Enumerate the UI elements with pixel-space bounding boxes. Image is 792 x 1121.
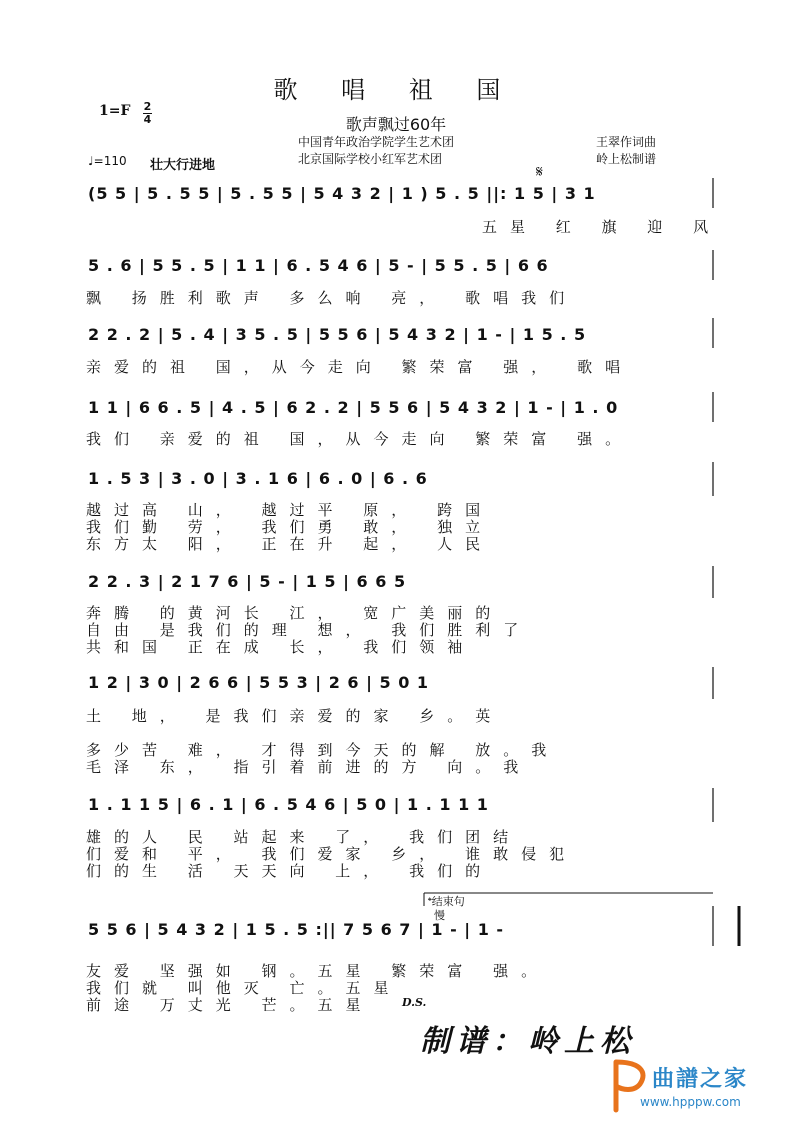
lyric-line-9b: 我们就 叫他灭 亡。五星 [86,979,402,997]
key-signature: 1=F [99,103,131,119]
slow-mark: 慢 [434,909,445,922]
lyric-line-4: 我们 亲爱的祖 国，从今走向 繁荣富 强。 [86,430,634,448]
arranger-credit: 制谱：岭上松 [420,1024,636,1059]
lyric-line-7c: 毛泽 东， 指引着前进的方 向。我 [86,758,532,776]
lyric-line-6a: 奔腾 的黄河长 江， 宽广美丽的 [86,604,504,622]
lyric-line-8c: 们的生 活 天天向 上， 我们的 [86,862,494,880]
unit-line: 北京国际学校小红军艺术团 [298,152,443,166]
page-title: 歌 唱 祖 国 [273,76,519,104]
author-line: 王翠作词曲 [596,135,657,149]
time-signature-bottom: 4 [143,113,152,126]
music-line-5: 1 . 5 3 | 3 . 0 | 3 . 1 6 | 6 . 0 | 6 . 6 [88,469,428,488]
lyric-line-7b: 多少苦 难， 才得到今天的解 放。我 [86,741,560,759]
lyric-line-9a: 友爱 坚强如 钢。五星 繁荣富 强。 [86,962,550,980]
ds-mark: D.S. [402,996,427,1009]
music-line-1: (5 5 | 5 . 5 5 | 5 . 5 5 | 5 4 3 2 | 1 ) 5 . 5 ||: 1 5 | 3 1 [88,184,596,203]
lyric-line-6b: 自由 是我们的理 想， 我们胜利了 [86,621,532,639]
author-line: 岭上松制谱 [596,152,657,166]
coda-icon: 𝄌 [428,895,432,908]
lyric-line-8b: 们爱和 平， 我们爱家 乡， 谁敢侵犯 [86,845,578,863]
segno-icon: 𝄋 [536,162,543,181]
lyric-line-1: 五星 红 旗 迎 风 [482,218,722,236]
logo-url[interactable]: www.hpppw.com [640,1095,741,1109]
logo-text: 曲譜之家 [652,1067,749,1092]
lyric-line-2: 飘 扬胜利歌声 多么响 亮， 歌唱我们 [86,289,578,307]
lyric-line-9c: 前途 万丈光 芒。五星 [86,996,374,1014]
unit-line: 中国青年政治学院学生艺术团 [298,135,455,149]
music-line-2: 5 . 6 | 5 5 . 5 | 1 1 | 6 . 5 4 6 | 5 - | 5 5 . 5 | 6 6 [88,256,549,275]
music-line-6: 2 2 . 3 | 2 1 7 6 | 5 - | 1 5 | 6 6 5 [88,572,407,591]
lyric-line-3: 亲爱的祖 国，从今走向 繁荣富 强， 歌唱 [86,358,634,376]
music-line-8: 1 . 1 1 5 | 6 . 1 | 6 . 5 4 6 | 5 0 | 1 . 1 1 1 [88,795,489,814]
lyric-line-5c: 东方太 阳， 正在升 起， 人民 [86,535,494,553]
music-line-4: 1 1 | 6 6 . 5 | 4 . 5 | 6 2 . 2 | 5 5 6 | 5 4 3 2 | 1 - | 1 . 0 [88,398,619,417]
music-line-9: 5 5 6 | 5 4 3 2 | 1 5 . 5 :|| 7 5 6 7 | 1 - | 1 - [88,920,505,939]
page-subtitle: 歌声飘过60年 [345,115,447,134]
lyric-line-5b: 我们勤 劳， 我们勇 敢， 独立 [86,518,494,536]
lyric-line-8a: 雄的人 民 站起来 了， 我们团结 [86,828,522,846]
lyric-line-7a: 土 地， 是我们亲爱的家 乡。英 [86,707,504,725]
lyric-line-6c: 共和国 正在成 长， 我们领袖 [86,638,476,656]
music-line-3: 2 2 . 2 | 5 . 4 | 3 5 . 5 | 5 5 6 | 5 4 3 2 | 1 - | 1 5 . 5 [88,325,587,344]
tempo-mark: ♩=110 [88,154,127,168]
style-mark: 壮大行进地 [150,158,216,173]
ending-label: 𝄌结束句 [428,895,465,908]
music-line-7: 1 2 | 3 0 | 2 6 6 | 5 5 3 | 2 6 | 5 0 1 [88,673,430,692]
time-signature-top: 2 [143,100,152,113]
lyric-line-5a: 越过高 山， 越过平 原， 跨国 [86,501,494,519]
